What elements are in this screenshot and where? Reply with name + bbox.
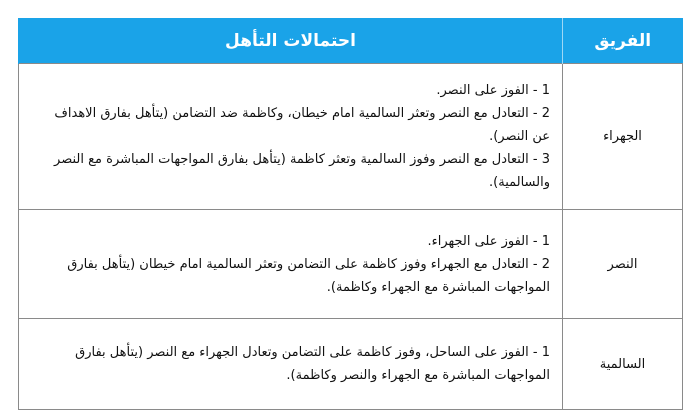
- team-name-cell: السالمية: [563, 319, 683, 410]
- scenario-item: 2 - التعادل مع النصر وتعثر السالمية امام خيطان، وكاظمة ضد التضامن (يتأهل بفارق الاهداف عن النصر).: [54, 106, 550, 144]
- scenario-item: 1 - الفوز على الجهراء.: [427, 233, 550, 249]
- team-column-header: الفريق: [563, 19, 683, 64]
- scenario-item: 3 - التعادل مع النصر وفوز السالمية وتعثر كاظمة (يتأهل بفارق المواجهات المباشرة مع النصر والسالمية).: [54, 152, 550, 190]
- scenario-item: 1 - الفوز على النصر.: [436, 83, 550, 98]
- scenarios-column-header: احتمالات التأهل: [19, 19, 563, 64]
- scenarios-cell: [19, 319, 563, 410]
- qualification-table: [18, 18, 683, 410]
- team-name-cell: النصر: [563, 210, 683, 319]
- scenario-item: 1 - الفوز على الساحل، وفوز كاظمة على التضامن وتعادل الجهراء مع النصر (يتأهل بفارق المواجهات المباشرة مع الجهراء والنصر وكاظمة).: [75, 345, 550, 383]
- scenarios-cell: [19, 210, 563, 319]
- team-name-cell: الجهراء: [563, 64, 683, 210]
- table-body: [19, 64, 683, 410]
- table-row-salmiya: [19, 319, 683, 410]
- scenarios-cell: [19, 64, 563, 210]
- table-row-nasr: [19, 210, 683, 319]
- scenario-item: 2 - التعادل مع الجهراء وفوز كاظمة على التضامن وتعثر السالمية امام خيطان (يتأهل بفارق المواجهات المباشرة مع الجهراء وكاظمة).: [67, 256, 550, 295]
- table-row-jahra: [19, 64, 683, 210]
- table-header: [19, 19, 683, 64]
- header-row: [19, 19, 683, 64]
